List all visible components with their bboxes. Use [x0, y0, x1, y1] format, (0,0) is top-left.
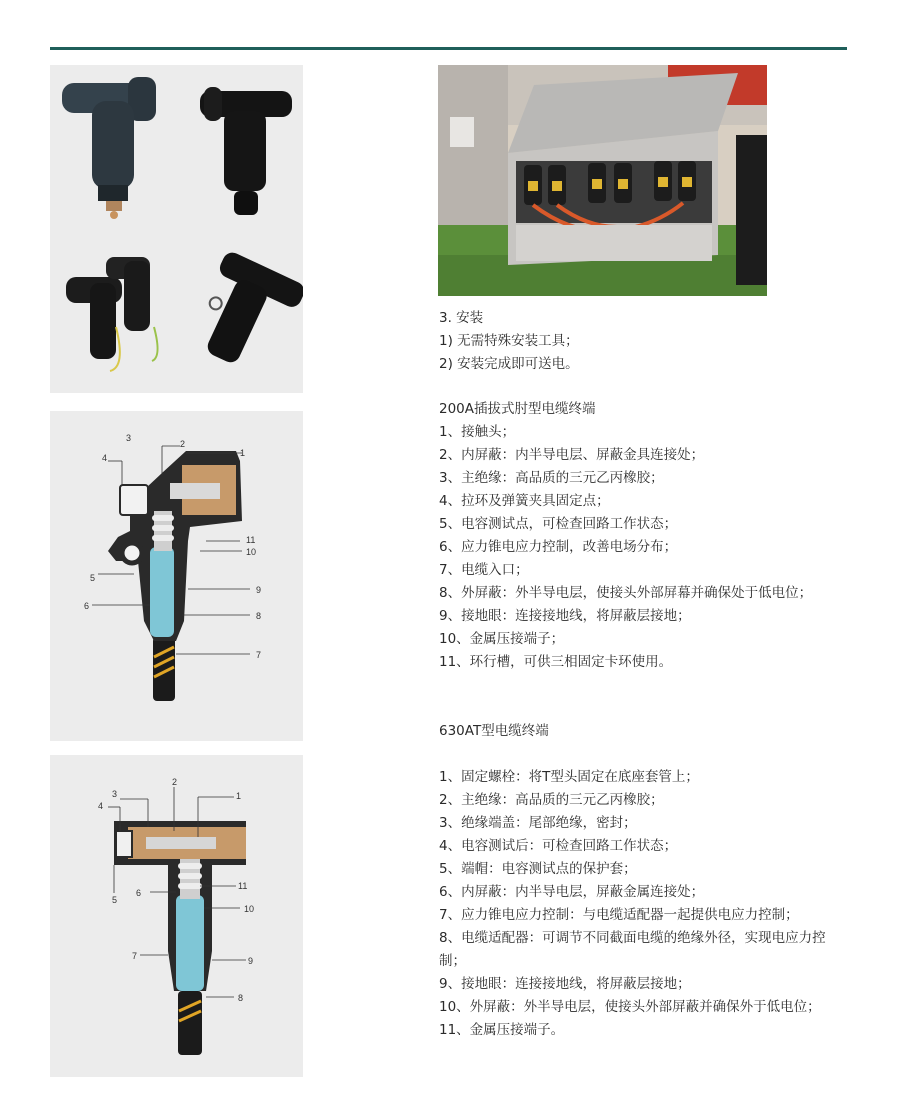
- callout-8: 8: [238, 993, 244, 1003]
- elbow-item: 10、金属压接端子；: [439, 631, 565, 647]
- callout-7: 7: [256, 650, 262, 660]
- callout-3: 3: [112, 789, 118, 799]
- elbow-item: 1、接触头；: [439, 424, 516, 440]
- elbow-item: 9、接地眼：连接接地线，将屏蔽层接地；: [439, 608, 691, 624]
- tee-diagram-panel: [50, 755, 303, 1077]
- callout-9: 9: [248, 956, 254, 966]
- tee-item: 2、主绝缘：高品质的三元乙丙橡胶；: [439, 792, 664, 808]
- elbow-item: 6、应力锥电应力控制，改善电场分布；: [439, 539, 678, 555]
- tee-item: 10、外屏蔽：外半导电层，使接头外部屏蔽并确保外于低电位；: [439, 999, 821, 1015]
- callout-5: 5: [90, 573, 96, 583]
- tee-item: 3、绝缘端盖：尾部绝缘，密封；: [439, 815, 637, 831]
- callout-3: 3: [126, 433, 132, 443]
- section-spacer: [439, 743, 849, 766]
- elbow-diagram-panel: [50, 411, 303, 741]
- callout-5: 5: [112, 895, 118, 905]
- elbow-item: 7、电缆入口；: [439, 562, 529, 578]
- elbow-item: 2、内屏蔽：内半导电层、屏蔽金具连接处；: [439, 447, 705, 463]
- install-heading: 3. 安装: [439, 310, 484, 326]
- elbow-item: 4、拉环及弹簧夹具固定点；: [439, 493, 610, 509]
- elbow-item: 3、主绝缘：高品质的三元乙丙橡胶；: [439, 470, 664, 486]
- callout-1: 1: [240, 448, 246, 458]
- elbow-connector-photo-2: [200, 87, 292, 215]
- callout-9: 9: [256, 585, 262, 595]
- callout-1: 1: [236, 791, 242, 801]
- angled-connector-photo: [185, 249, 303, 379]
- callout-4: 4: [98, 801, 104, 811]
- install-item: 2) 安装完成即可送电。: [439, 356, 579, 372]
- callout-7: 7: [132, 951, 138, 961]
- tee-cross-section-diagram: [50, 755, 303, 1077]
- connector-pair-photo: [66, 257, 158, 371]
- elbow-item: 8、外屏蔽：外半导电层，使接头外部屏幕并确保处于低电位；: [439, 585, 813, 601]
- callout-6: 6: [136, 888, 142, 898]
- callout-11: 11: [246, 535, 256, 545]
- callout-2: 2: [172, 777, 178, 787]
- tee-item: 4、电容测试后：可检查回路工作状态；: [439, 838, 678, 854]
- elbow-heading: 200A插拔式肘型电缆终端: [439, 401, 596, 417]
- callout-10: 10: [246, 547, 257, 557]
- tee-item: 8、电缆适配器：可调节不同截面电缆的绝缘外径，实现电应力控制；: [439, 930, 826, 969]
- header-rule: [50, 47, 847, 50]
- callout-2: 2: [180, 439, 186, 449]
- callout-10: 10: [244, 904, 255, 914]
- tee-item: 7、应力锥电应力控制：与电缆适配器一起提供电应力控制；: [439, 907, 799, 923]
- connector-photos-illustration: [50, 65, 303, 393]
- elbow-connector-photo-1: [62, 77, 156, 219]
- product-photo-panel: [50, 65, 303, 393]
- cable-branch-cabinet-photo: [438, 65, 767, 296]
- tee-section: [439, 720, 849, 1042]
- callout-8: 8: [256, 611, 262, 621]
- tee-item: 6、内屏蔽：内半导电层，屏蔽金属连接处；: [439, 884, 705, 900]
- elbow-section: [439, 398, 849, 674]
- elbow-item: 11、环行槽，可供三相固定卡环使用。: [439, 654, 673, 670]
- elbow-cross-section-diagram: [50, 411, 303, 741]
- tee-item: 9、接地眼：连接接地线，将屏蔽层接地；: [439, 976, 691, 992]
- callout-4: 4: [102, 453, 108, 463]
- elbow-item: 5、电容测试点，可检查回路工作状态；: [439, 516, 678, 532]
- tee-heading: 630AT型电缆终端: [439, 723, 549, 739]
- callout-6: 6: [84, 601, 90, 611]
- tee-item: 11、金属压接端子。: [439, 1022, 565, 1038]
- install-item: 1) 无需特殊安装工具；: [439, 333, 579, 349]
- callout-11: 11: [238, 881, 248, 891]
- cabinet-illustration: [438, 65, 767, 296]
- tee-item: 5、端帽：电容测试点的保护套；: [439, 861, 637, 877]
- tee-item: 1、固定螺栓：将T型头固定在底座套管上；: [439, 769, 699, 785]
- install-section: [439, 307, 579, 376]
